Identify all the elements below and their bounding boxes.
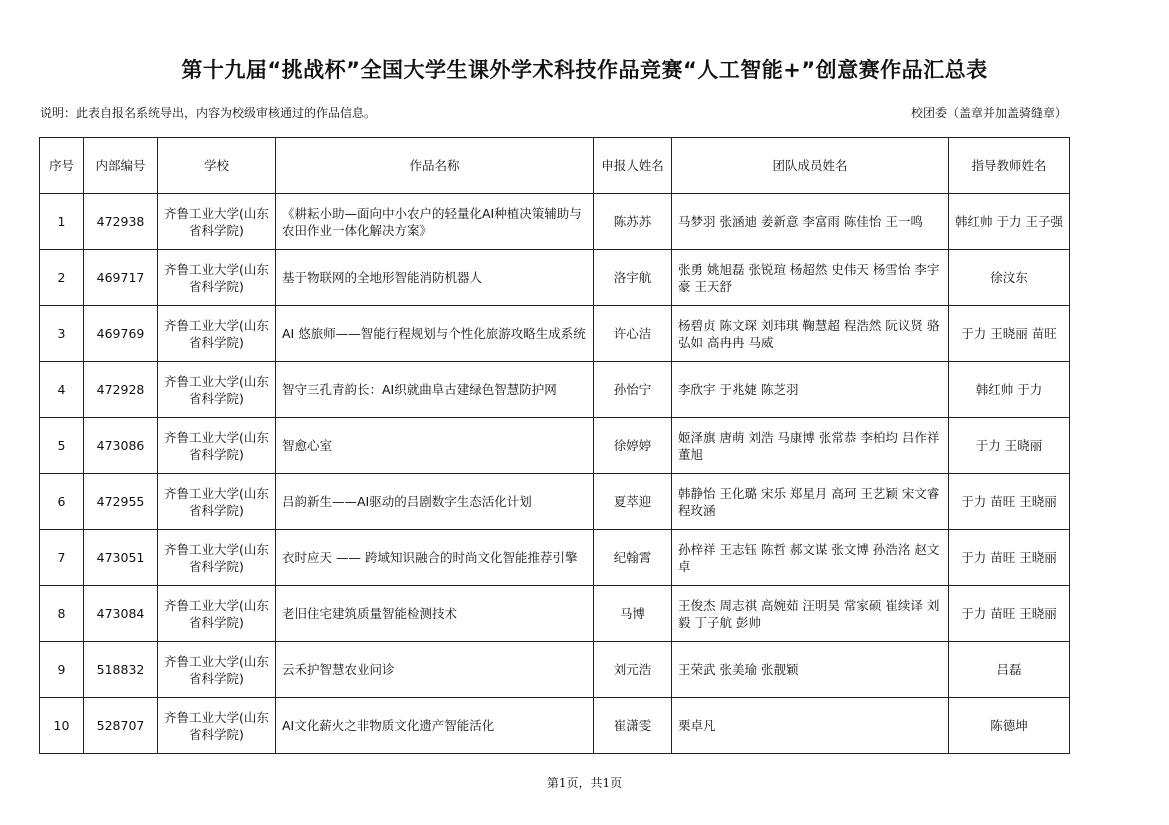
table-header-row xyxy=(40,138,1070,194)
advisor-names: 于力 苗旺 王晓丽 xyxy=(949,474,1070,530)
school-name: 齐鲁工业大学(山东省科学院) xyxy=(158,306,276,362)
team-members: 王荣武 张美瑜 张靓颖 xyxy=(672,642,949,698)
team-members: 王俊杰 周志祺 高婉茹 汪明昊 常家硕 崔续译 刘毅 丁子航 彭帅 xyxy=(672,586,949,642)
team-members: 马梦羽 张涵迪 姜新意 李富雨 陈佳怡 王一鸣 xyxy=(672,194,949,250)
internal-code: 473051 xyxy=(84,530,158,586)
header-cell: 申报人姓名 xyxy=(594,138,672,194)
applicant-name: 刘元浩 xyxy=(594,642,672,698)
project-name: 吕韵新生——AI驱动的吕剧数字生态活化计划 xyxy=(276,474,594,530)
internal-code: 528707 xyxy=(84,698,158,754)
seal-note: 校团委（盖章并加盖骑缝章） xyxy=(910,106,1067,120)
school-name: 齐鲁工业大学(山东省科学院) xyxy=(158,530,276,586)
project-name: 智愈心室 xyxy=(276,418,594,474)
school-name: 齐鲁工业大学(山东省科学院) xyxy=(158,362,276,418)
advisor-names: 于力 苗旺 王晓丽 xyxy=(949,530,1070,586)
page-footer: 第1页，共1页 xyxy=(546,776,623,790)
school-name: 齐鲁工业大学(山东省科学院) xyxy=(158,586,276,642)
header-cell: 学校 xyxy=(158,138,276,194)
row-number: 2 xyxy=(40,250,84,306)
advisor-names: 于力 王晓丽 苗旺 xyxy=(949,306,1070,362)
project-name: 衣时应天 —— 跨域知识融合的时尚文化智能推荐引擎 xyxy=(276,530,594,586)
advisor-names: 韩红帅 于力 王子强 xyxy=(949,194,1070,250)
project-name: 基于物联网的全地形智能消防机器人 xyxy=(276,250,594,306)
advisor-names: 于力 苗旺 王晓丽 xyxy=(949,586,1070,642)
advisor-names: 徐汶东 xyxy=(949,250,1070,306)
table-row xyxy=(40,642,1070,698)
header-cell: 序号 xyxy=(40,138,84,194)
team-members: 孙梓祥 王志钰 陈哲 郝文谋 张文博 孙浩洺 赵文卓 xyxy=(672,530,949,586)
row-number: 7 xyxy=(40,530,84,586)
row-number: 6 xyxy=(40,474,84,530)
table-row xyxy=(40,698,1070,754)
internal-code: 472938 xyxy=(84,194,158,250)
applicant-name: 孙怡宁 xyxy=(594,362,672,418)
header-cell: 指导教师姓名 xyxy=(949,138,1070,194)
applicant-name: 马博 xyxy=(594,586,672,642)
applicant-name: 崔潇雯 xyxy=(594,698,672,754)
applicant-name: 徐婷婷 xyxy=(594,418,672,474)
advisor-names: 韩红帅 于力 xyxy=(949,362,1070,418)
school-name: 齐鲁工业大学(山东省科学院) xyxy=(158,418,276,474)
table-row xyxy=(40,418,1070,474)
row-number: 8 xyxy=(40,586,84,642)
advisor-names: 吕磊 xyxy=(949,642,1070,698)
school-name: 齐鲁工业大学(山东省科学院) xyxy=(158,194,276,250)
applicant-name: 夏萃迎 xyxy=(594,474,672,530)
row-number: 4 xyxy=(40,362,84,418)
applicant-name: 陈苏苏 xyxy=(594,194,672,250)
team-members: 姬泽旗 唐萌 刘浩 马康博 张常恭 李柏均 吕作祥 董旭 xyxy=(672,418,949,474)
table-row xyxy=(40,530,1070,586)
row-number: 5 xyxy=(40,418,84,474)
school-name: 齐鲁工业大学(山东省科学院) xyxy=(158,474,276,530)
project-name: AI文化薪火之非物质文化遗产智能活化 xyxy=(276,698,594,754)
header-cell: 作品名称 xyxy=(276,138,594,194)
internal-code: 472955 xyxy=(84,474,158,530)
project-name: AI 悠旅师——智能行程规划与个性化旅游攻略生成系统 xyxy=(276,306,594,362)
project-name: 云禾护智慧农业问诊 xyxy=(276,642,594,698)
team-members: 韩静怡 王化璐 宋乐 郑星月 高珂 王艺颖 宋文睿 程玫涵 xyxy=(672,474,949,530)
row-number: 9 xyxy=(40,642,84,698)
row-number: 10 xyxy=(40,698,84,754)
internal-code: 472928 xyxy=(84,362,158,418)
school-name: 齐鲁工业大学(山东省科学院) xyxy=(158,642,276,698)
header-cell: 团队成员姓名 xyxy=(672,138,949,194)
project-name: 智守三孔青韵长：AI织就曲阜古建绿色智慧防护网 xyxy=(276,362,594,418)
internal-code: 518832 xyxy=(84,642,158,698)
applicant-name: 洛宇航 xyxy=(594,250,672,306)
internal-code: 473084 xyxy=(84,586,158,642)
team-members: 栗卓凡 xyxy=(672,698,949,754)
document-note: 说明：此表自报名系统导出，内容为校级审核通过的作品信息。 xyxy=(40,106,377,120)
advisor-names: 陈德坤 xyxy=(949,698,1070,754)
row-number: 3 xyxy=(40,306,84,362)
table-row xyxy=(40,474,1070,530)
summary-table xyxy=(39,137,1070,754)
document-title: 第十九届“挑战杯”全国大学生课外学术科技作品竞赛“人工智能+”创意赛作品汇总表 xyxy=(181,58,988,82)
project-name: 老旧住宅建筑质量智能检测技术 xyxy=(276,586,594,642)
school-name: 齐鲁工业大学(山东省科学院) xyxy=(158,250,276,306)
team-members: 杨碧贞 陈文琛 刘玮琪 鞠慧超 程浩然 阮议贤 骆弘如 高冉冉 马威 xyxy=(672,306,949,362)
applicant-name: 许心洁 xyxy=(594,306,672,362)
team-members: 李欣宇 于兆婕 陈芝羽 xyxy=(672,362,949,418)
header-cell: 内部编号 xyxy=(84,138,158,194)
internal-code: 473086 xyxy=(84,418,158,474)
table-row xyxy=(40,250,1070,306)
table-row xyxy=(40,306,1070,362)
advisor-names: 于力 王晓丽 xyxy=(949,418,1070,474)
team-members: 张勇 姚旭磊 张锐瑄 杨超然 史伟天 杨雪怡 李宇豪 王天舒 xyxy=(672,250,949,306)
internal-code: 469717 xyxy=(84,250,158,306)
table-row xyxy=(40,194,1070,250)
school-name: 齐鲁工业大学(山东省科学院) xyxy=(158,698,276,754)
row-number: 1 xyxy=(40,194,84,250)
project-name: 《耕耘小助—面向中小农户的轻量化AI种植决策辅助与农田作业一体化解决方案》 xyxy=(276,194,594,250)
table-row xyxy=(40,586,1070,642)
table-row xyxy=(40,362,1070,418)
internal-code: 469769 xyxy=(84,306,158,362)
applicant-name: 纪翰霄 xyxy=(594,530,672,586)
